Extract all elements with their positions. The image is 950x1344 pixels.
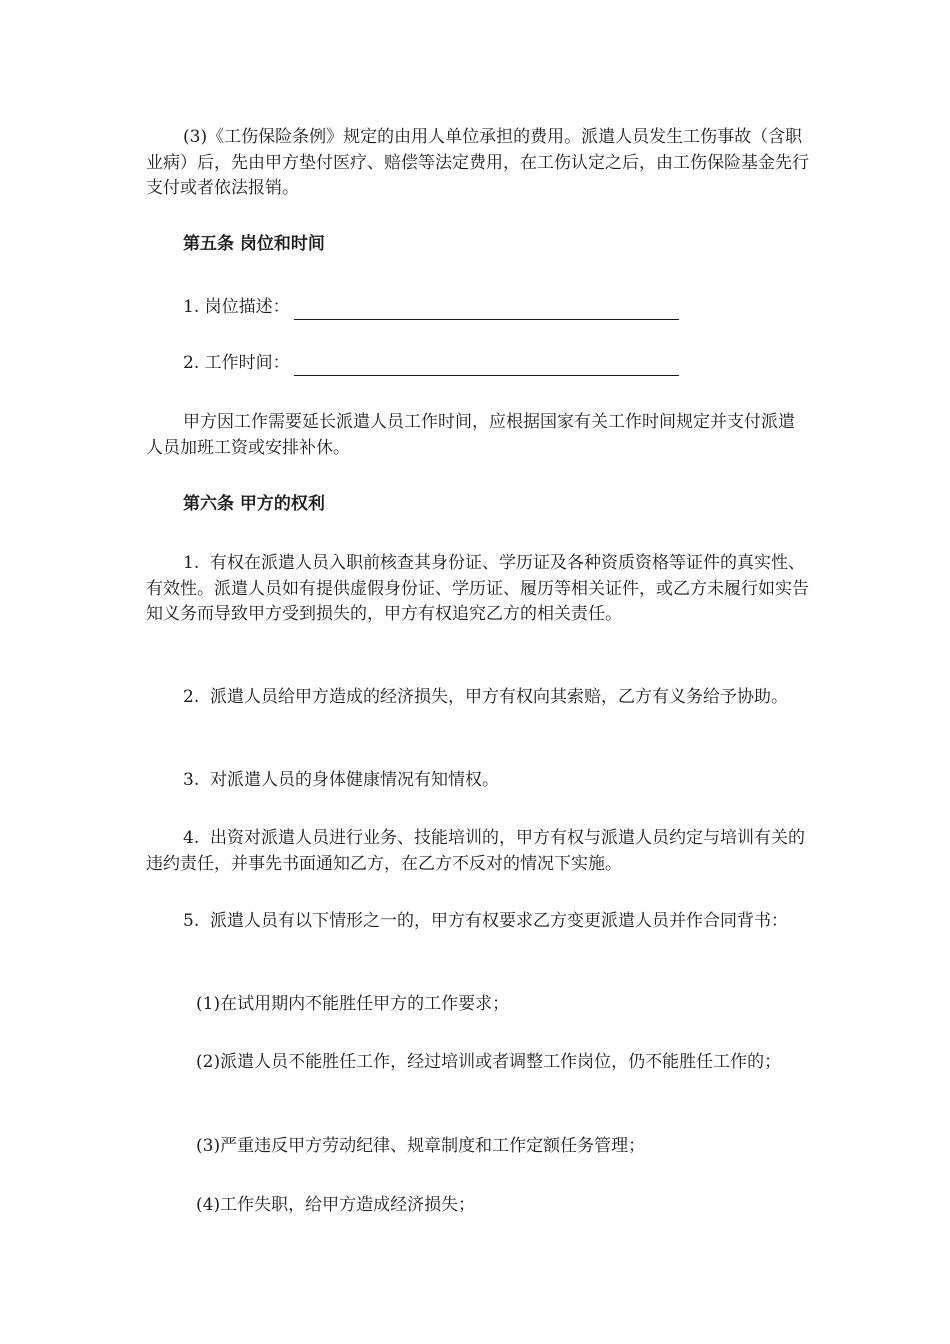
heading-article-6: 第六条 甲方的权利 bbox=[183, 494, 325, 514]
field-job-description-label: 1. 岗位描述： bbox=[183, 297, 290, 317]
paragraph-overtime: 甲方因工作需要延长派遣人员工作时间，应根据国家有关工作时间规定并支付派遣人员加班工资或安排补休。 bbox=[146, 412, 795, 458]
heading-article-5: 第五条 岗位和时间 bbox=[183, 234, 325, 254]
paragraph-right-2: 2. 派遣人员给甲方造成的经济损失，甲方有权向其索赔，乙方有义务给予协助。 bbox=[183, 687, 789, 707]
paragraph-right-1: 1. 有权在派遣人员入职前核查其身份证、学历证及各种资质资格等证件的真实性、有效性。派遣人员如有提供虚假身份证、学历证、履历等相关证件，或乙方未履行如实告知义务而导致甲方受到损失的，甲方有权追究乙方的相关责任。 bbox=[146, 553, 809, 624]
paragraph-right-5: 5. 派遣人员有以下情形之一的，甲方有权要求乙方变更派遣人员并作合同背书： bbox=[183, 911, 789, 931]
subitem-2: (2)派遣人员不能胜任工作，经过培训或者调整工作岗位，仍不能胜任工作的； bbox=[196, 1052, 782, 1072]
subitem-1: (1)在试用期内不能胜任甲方的工作要求； bbox=[196, 994, 510, 1014]
subitem-4: (4)工作失职，给甲方造成经济损失； bbox=[196, 1195, 476, 1215]
field-work-hours-blank bbox=[294, 357, 679, 376]
field-job-description bbox=[183, 295, 679, 320]
field-work-hours bbox=[183, 351, 679, 376]
field-job-description-blank bbox=[294, 301, 679, 320]
paragraph-right-3: 3. 对派遣人员的身体健康情况有知情权。 bbox=[183, 770, 500, 790]
paragraph-right-4: 4. 出资对派遣人员进行业务、技能培训的，甲方有权与派遣人员约定与培训有关的违约责任，并事先书面通知乙方，在乙方不反对的情况下实施。 bbox=[146, 828, 806, 874]
subitem-3: (3)严重违反甲方劳动纪律、规章制度和工作定额任务管理； bbox=[196, 1136, 646, 1156]
paragraph-work-injury-costs: (3)《工伤保险条例》规定的由用人单位承担的费用。派遣人员发生工伤事故（含职业病）后，先由甲方垫付医疗、赔偿等法定费用，在工伤认定之后，由工伤保险基金先行支付或者依法报销。 bbox=[146, 127, 809, 198]
field-work-hours-label: 2. 工作时间： bbox=[183, 353, 290, 373]
